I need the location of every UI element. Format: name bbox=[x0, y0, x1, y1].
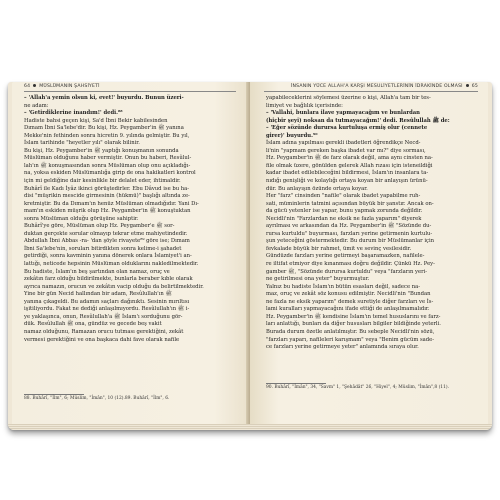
text-line: ayrılması ve arkasından da Hz. Peygamber'in ﷺ "Sözünde du- bbox=[266, 223, 432, 230]
left-body-text bbox=[24, 95, 238, 344]
text-line: şun yeteceğini göstermektedir. Bu durum bir Müslümanlar için bbox=[266, 238, 435, 245]
text-line: – 'Getirdiklerine inandım!' dedi.⁸⁸ bbox=[24, 110, 123, 117]
text-line: Abdullah İbni Abbas -ra- 'dan şöyle rivayete⁸⁹ göre ise; Dımam bbox=[24, 238, 190, 245]
text-line: duktan gerçekte sorular olmayıp tekrar etme mahiyetindedir. bbox=[24, 230, 188, 237]
text-line: ları anlattığı, bunları da diğer hususları bilgiler bildiğinde yeterli. bbox=[266, 321, 441, 328]
text-line: Hadiste bahsi geçen kişi, Sa'd İbni Bekir kabilesinden bbox=[24, 117, 168, 124]
text-line: zekâtın farz olduğu bildirilmekte, bunlarla beraber kıble olarak bbox=[24, 276, 193, 283]
left-page-number: 64 bbox=[24, 84, 31, 89]
text-line: Her "farz" cinsinden "nafile" olarak ibadet yapabilme ruh- bbox=[266, 193, 421, 200]
text-line: işitiliyordu. Fakat ne dediği anlaşılmıyordu. Resûlullah'ın ﷺ i- bbox=[24, 306, 190, 313]
text-line: Bu kişi, Hz. Peygamber'in ﷺ yaptığı konuşmanın sonunda bbox=[24, 147, 179, 154]
text-line: lattığı, neticede hepsinin Müslüman olduklarını nakledilmektedir. bbox=[24, 261, 199, 268]
text-line: Burada durum özetle anlatılmıştır. Bu sebeple Necidli'nin sözü, bbox=[266, 328, 435, 335]
text-line: limiyet ve bağlılık içerisinde: bbox=[266, 102, 343, 109]
text-line: İslam tarihinde "heyetler yılı" olarak bilinir. bbox=[24, 140, 140, 147]
text-line: Hz. Peygamber'in ﷺ de farz olarak değil, ama aynı cinsten na- bbox=[266, 155, 433, 162]
text-line: yapabileceklerini söylemesi üzerine o kişi, Allah'a tam bir tes- bbox=[266, 95, 431, 101]
text-line: kretmiştir. Bu da Dımam'ın henüz Müslüman olmadığıdır. Yani Dı- bbox=[24, 200, 199, 207]
text-line: – 'Eğer sözünde durursa kurtuluşa ermiş olur (cennete bbox=[266, 125, 428, 132]
text-line: file olmak üzere, gönülden gelerek Allah rızası için isteneildiği bbox=[266, 162, 433, 169]
text-line: dür. Bu anlayışın özünde ortaya koyar. bbox=[266, 185, 368, 192]
header-rule bbox=[264, 91, 478, 92]
text-line: Yalnız bu hadiste İslam'ın bütün esasları değil, sadece na- bbox=[266, 283, 421, 290]
text-line: ne fazla ne eksik yaparım" demek suretiyle diğer farzları ve İs- bbox=[266, 298, 434, 305]
right-page-number: 65 bbox=[471, 84, 478, 89]
text-line: sati, müminlerin tatmini açısından büyük bir şanstır. Ancak on- bbox=[266, 200, 434, 207]
text-line: mam'ın eskiden müşrik olup Hz. Peygamber'in ﷺ konuştuktan bbox=[24, 208, 191, 215]
footnote-rule bbox=[266, 383, 326, 384]
text-line: Buhârî ile Kadı İyâz ikinci görüştedirler. Ebu Dâvud ise bu ha- bbox=[24, 185, 190, 192]
right-footnotes bbox=[266, 385, 480, 391]
left-footnotes bbox=[24, 396, 238, 402]
text-line: lami kuralları yapmayacağını ifade ettiği de anlaşılmamalıdır. bbox=[266, 306, 430, 313]
right-page bbox=[250, 82, 488, 428]
text-line: Müslüman olduğunu haber vermiştir. Onun bu haberi, Resûlul- bbox=[24, 155, 192, 162]
text-line: rursa kurtuldu" buyurması, farzları yerine getirmenin kurtulu- bbox=[266, 230, 433, 237]
footnote: 90. Buhârî, "İmân", 34, "Savm" 1, "Şehâdât" 26, "Hiyel", 4; Müslim, "İmân", bbox=[266, 385, 435, 390]
text-line: girer)' buyurdu.⁹⁰ bbox=[266, 132, 318, 139]
text-line: için mi geldiğine dair kesinlikle bir delalet eder, ihtimaldir. bbox=[24, 178, 181, 185]
right-running-title: İNSANIN YÜCE ALLAH'A KARŞI MESULİYETLERİNİN İDRAKİNDE OLMASI bbox=[290, 84, 463, 89]
text-line: Dımam İbni Sa'lebe'dir. Bu kişi, Hz. Peygamber'in ﷺ yanına bbox=[24, 125, 184, 132]
text-line: "farzları yaparı, nafileleri karışmam" veya "Benim gücüm sade- bbox=[266, 336, 435, 343]
footnote-rule bbox=[24, 394, 84, 395]
header-bullet-icon bbox=[33, 84, 36, 87]
text-line: ayrıca namazın, orucun ve zekâtın vacip olduğu da belirtilmektedir. bbox=[24, 283, 204, 290]
text-line: re iltifat etmiyor diye kınanması doğru değildir. Çünkü Hz. Pey- bbox=[266, 261, 435, 268]
footnote: 89. Buhârî, "İlm", 6. bbox=[124, 396, 170, 401]
text-line: na, yoksa eskiden Müslümanlığa girip de ona hakikatleri kontrol bbox=[24, 170, 196, 177]
text-line: (hiçbir şeyi) noksan da tutmayacağım!' dedi. Resûlullah ﷺ de: bbox=[266, 117, 450, 124]
text-line: dük. Resûlullah ﷺ ona, gündüz ve gecede beş vakit bbox=[24, 321, 162, 328]
text-line: Necidli'nin "Farzlardan ne eksik ne fazla yaparım" diyerek bbox=[266, 215, 422, 222]
text-line: li'nin "yapmam gereken başka ibadet var mı?" diye sorması, bbox=[266, 147, 426, 154]
text-line: da gücü yetenler ise yapar, bunu yapmak zorunda değildir. bbox=[266, 208, 423, 215]
text-line: Mekke'nin fethinden sonra hicretin 9. yılında gelmiştir. Bu yıl, bbox=[24, 132, 190, 139]
text-line: yanına çıkageldi. Bu adamın saçları dağınıktı. Sesinin mırıltısı bbox=[24, 298, 190, 305]
text-line: lah'ın ﷺ konuşmasından sonra Müslüman olup onu açıkladığı- bbox=[24, 162, 191, 169]
page-stack-edge bbox=[8, 424, 492, 430]
text-line: namaz olduğunu, Ramazan orucu tutması gerektiğini, zekât bbox=[24, 328, 184, 335]
text-line: İbni Sa'lebe'nin, soruları bitirdikten sonra kelime-i şahadet bbox=[24, 245, 182, 252]
text-line: – 'Allah'a yemin olsun ki, evet!' buyurdu. Bunun üzeri- bbox=[24, 95, 184, 101]
text-line: kadar ibadet edilebileceğini bildirmesi, İslam'ın insanlara ta- bbox=[266, 170, 429, 177]
text-line: nıdığı genişliği ve kolaylığı ortaya koyan bir anlayışın ürünü- bbox=[266, 178, 428, 185]
header-bullet-icon bbox=[466, 84, 469, 87]
text-line: maz, oruç ve zekât söz konusu edilmiştir. Necidli'nin "Bundan bbox=[266, 291, 431, 298]
text-line: – 'Vallahi, bunlara ilave yapmayacağım ve bunlardan bbox=[266, 110, 420, 117]
left-page bbox=[12, 82, 250, 428]
footnote: 8 (11). bbox=[434, 385, 450, 390]
text-line: disi "müşrikin mescide girmesinin (hükmü)" başlığı altında ze- bbox=[24, 193, 190, 200]
text-line: Buhârî'ye göre, Müslüman olup Hz. Peygamber'e ﷺ sor- bbox=[24, 223, 175, 230]
text-line: Yine bir gün Necid hallından bir adam, Resûlullah'ın ﷺ bbox=[24, 291, 172, 298]
text-line: sonra Müslüman olduğu görüşüne sahiptir. bbox=[24, 215, 139, 222]
left-running-title: MÜSLÜMANIN ŞAHSİYETİ bbox=[39, 84, 100, 89]
text-line: ce farzları yerine getirmeye yeter" anlamında sıraya olur. bbox=[266, 344, 419, 351]
text-line: İslam adına yapılması gerekli ibadetleri öğrendikçe Necd- bbox=[266, 140, 421, 147]
text-line: Hz. Peygamber'in ﷺ kendisine İslam'ın temel hususlarını ve farz- bbox=[266, 313, 441, 320]
right-body-text bbox=[266, 95, 480, 352]
text-line: ne getirilmesi ona yeter" buyurmuştur. bbox=[266, 276, 370, 283]
text-line: getirdiği, sonra kavminin yanına dönerek onlara İslamiyet'i an- bbox=[24, 253, 192, 260]
text-line: ye yaklaşınca, onun, Resûlullah'a ﷺ İslam'ı sorduğunu gör- bbox=[24, 313, 183, 320]
open-book bbox=[8, 82, 492, 430]
header-rule bbox=[24, 91, 236, 92]
footnote: 88. Buhârî, "İlm", 6; Müslim, "İmân", 10 (12). bbox=[24, 396, 125, 401]
text-line: Gündüzde farzları yerine getirmeyi başaramazken, nafilele- bbox=[266, 253, 425, 260]
text-line: gamber ﷺ, "Sözünde durursa kurtuldu" veya "farzların yeri- bbox=[266, 268, 428, 275]
text-line: Bu hadiste, İslam'ın beş şartından olan namaz, oruç ve bbox=[24, 268, 170, 275]
text-line: vermesi gerektiğini ve ona başkaca dahi fave olarak nafile bbox=[24, 336, 180, 343]
text-line: ne adam: bbox=[24, 102, 49, 109]
text-line: fevkalade büyük bir rahmet, ümit ve sevinç vesilesidir. bbox=[266, 245, 412, 252]
